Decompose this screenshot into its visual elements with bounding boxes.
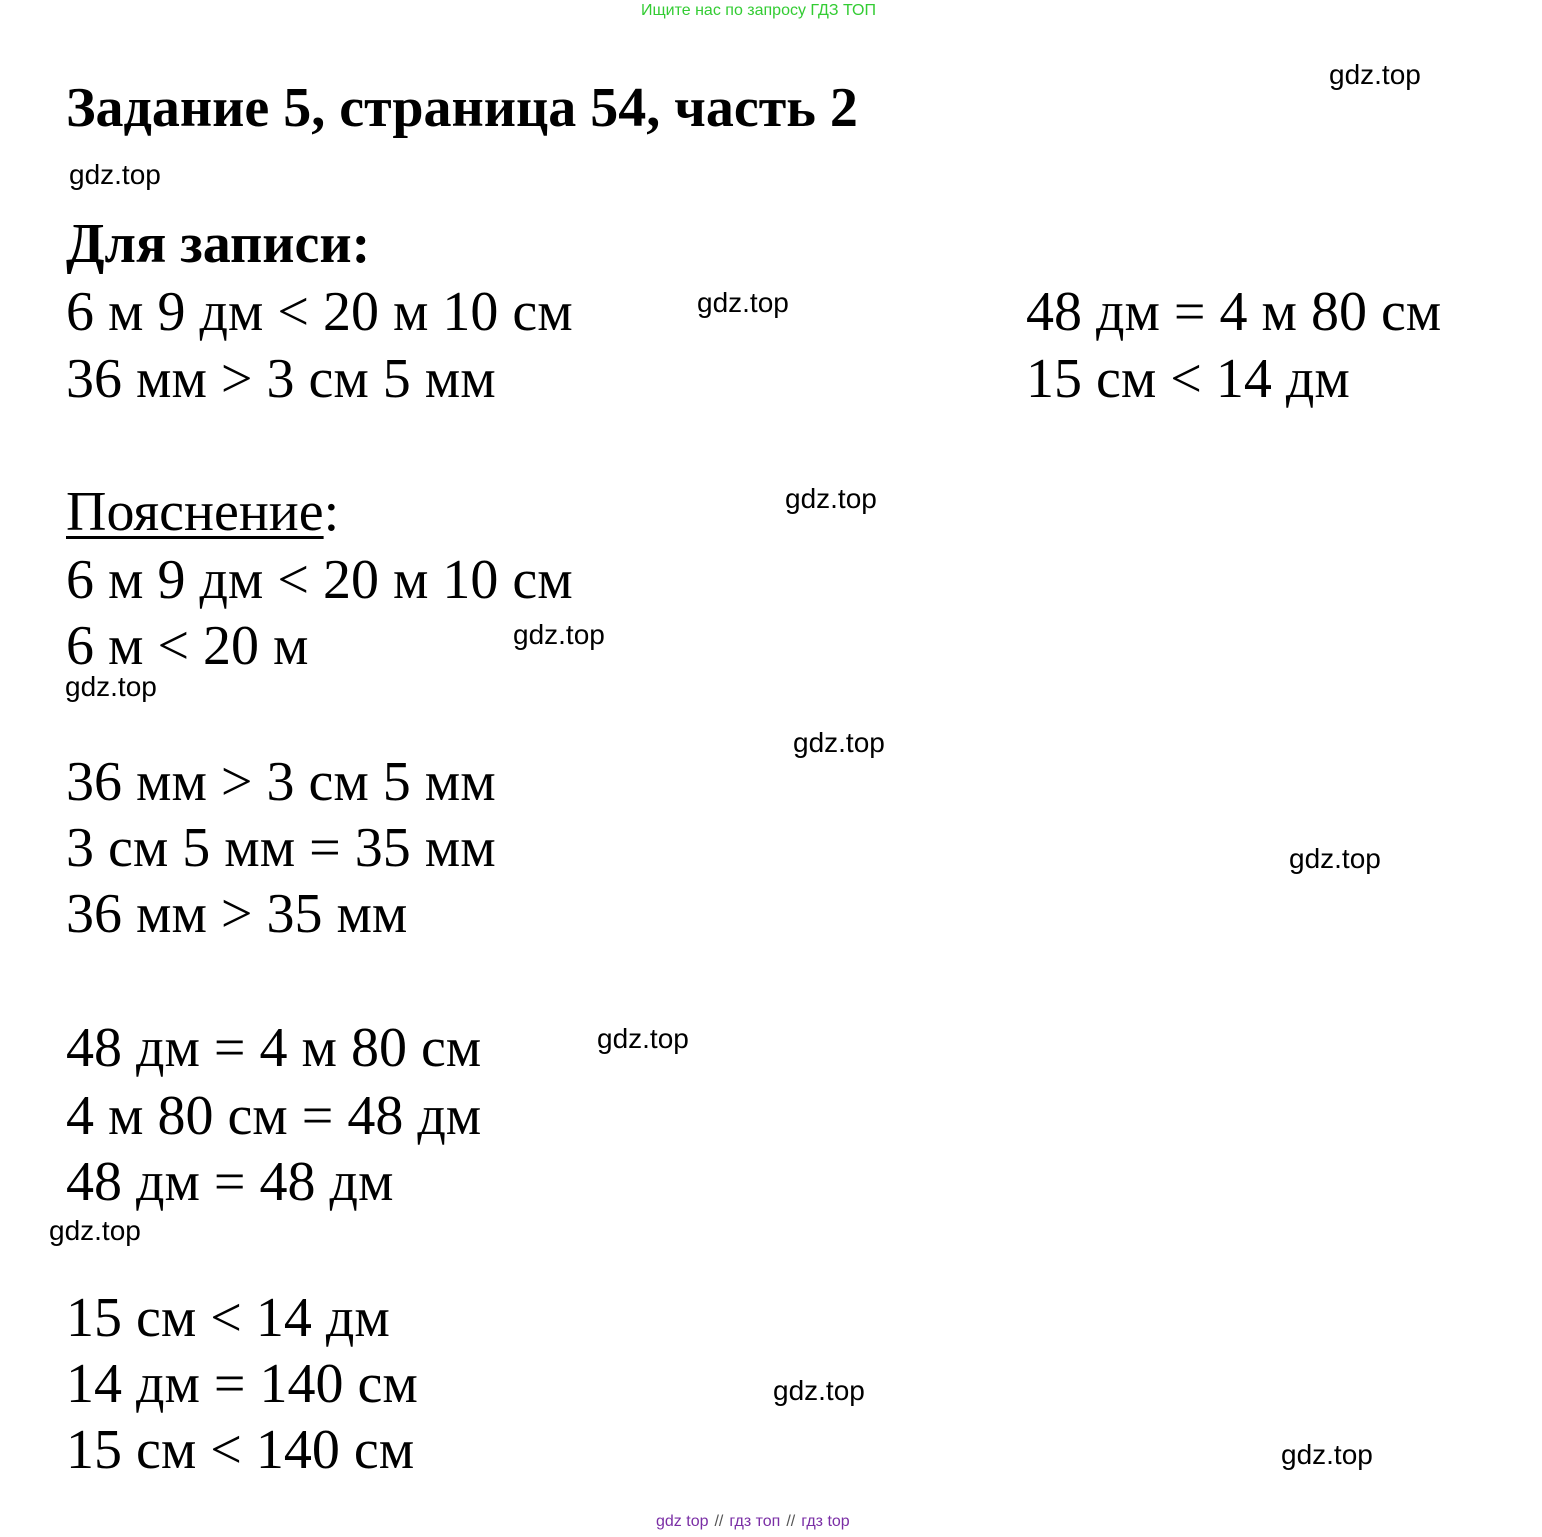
- explanation-g4-line-2: 14 дм = 140 см: [66, 1353, 418, 1415]
- watermark: gdz.top: [793, 727, 885, 758]
- explanation-heading: [66, 481, 340, 543]
- explanation-heading-colon: :: [323, 481, 340, 543]
- footer-link-3[interactable]: гдз top: [801, 1513, 850, 1530]
- page-title: Задание 5, страница 54, часть 2: [66, 77, 858, 139]
- watermark: gdz.top: [785, 483, 877, 514]
- footer-separator: //: [786, 1513, 796, 1530]
- explanation-g1-line-2: 6 м < 20 м: [66, 615, 309, 677]
- explanation-g3-line-2: 4 м 80 см = 48 дм: [66, 1085, 482, 1147]
- watermark: gdz.top: [1281, 1439, 1373, 1470]
- record-left-line-2: 36 мм > 3 см 5 мм: [66, 348, 496, 410]
- explanation-g4-line-3: 15 см < 140 см: [66, 1419, 415, 1481]
- watermark: gdz.top: [773, 1375, 865, 1406]
- explanation-heading-word: Пояснение: [66, 481, 324, 543]
- footer-link-2[interactable]: гдз топ: [729, 1513, 781, 1530]
- explanation-g2-line-2: 3 см 5 мм = 35 мм: [66, 817, 496, 879]
- watermark: gdz.top: [513, 619, 605, 650]
- footer: [656, 1513, 850, 1531]
- footer-separator: //: [714, 1513, 724, 1530]
- record-right-line-2: 15 см < 14 дм: [1026, 348, 1350, 410]
- explanation-g4-line-1: 15 см < 14 дм: [66, 1287, 390, 1349]
- explanation-g1-line-1: 6 м 9 дм < 20 м 10 см: [66, 549, 573, 611]
- watermark: gdz.top: [65, 671, 157, 702]
- record-heading: Для записи:: [66, 213, 371, 275]
- explanation-g2-line-1: 36 мм > 3 см 5 мм: [66, 751, 496, 813]
- top-banner: Ищите нас по запросу ГДЗ ТОП: [641, 2, 876, 19]
- watermark: gdz.top: [697, 287, 789, 318]
- explanation-g3-line-1: 48 дм = 4 м 80 см: [66, 1017, 482, 1079]
- watermark: gdz.top: [1289, 843, 1381, 874]
- footer-link-1[interactable]: gdz top: [656, 1513, 709, 1530]
- watermark: gdz.top: [49, 1215, 141, 1246]
- record-right-line-1: 48 дм = 4 м 80 см: [1026, 281, 1442, 343]
- explanation-g2-line-3: 36 мм > 35 мм: [66, 883, 408, 945]
- watermark: gdz.top: [69, 159, 161, 190]
- watermark: gdz.top: [1329, 59, 1421, 90]
- record-left-line-1: 6 м 9 дм < 20 м 10 см: [66, 281, 573, 343]
- explanation-g3-line-3: 48 дм = 48 дм: [66, 1151, 394, 1213]
- watermark: gdz.top: [597, 1023, 689, 1054]
